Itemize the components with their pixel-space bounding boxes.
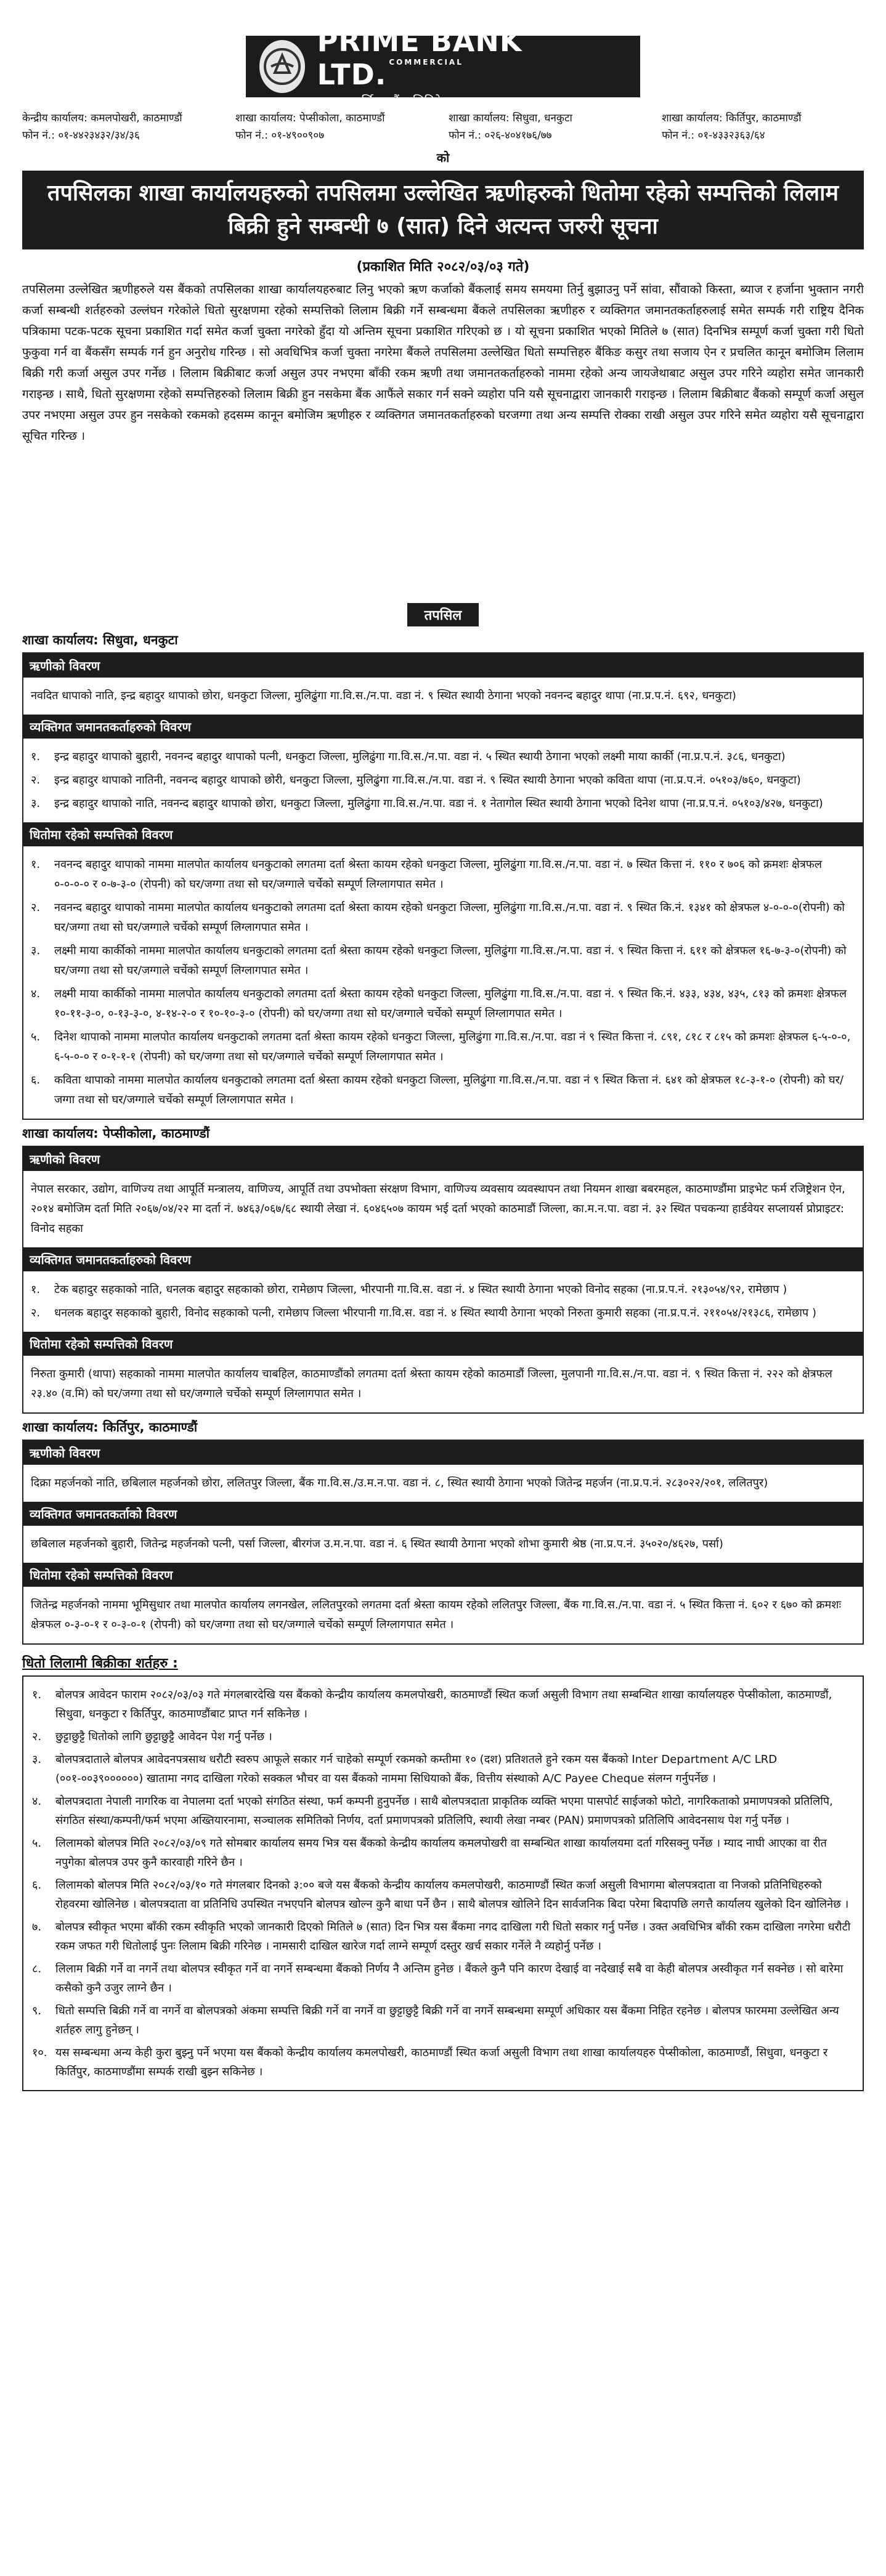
term-number: १०. [32,2046,47,2059]
item-text: लक्ष्मी माया कार्कीको नाममा मालपोत कार्यालय धनकुटाको लगतमा दर्ता श्रेस्ता कायम रहेको धनकुटा जिल्ला, मुलिढुंगा गा.वि.स./न.पा. वडा नं. ९ स्थित कित्ता नं. ६११ को क्षेत्रफल १६-७-३-०(रोपनी) को घर/जग्गा तथा सो घर/जग्गाले चर्चेको सम्पूर्ण लिग्लागपात समेत । [54,944,847,977]
section-body [23,678,863,715]
section-heading: व्यक्तिगत जमानतकर्ताहरुको विवरण [23,715,863,739]
section-body [23,1171,863,1247]
branch-box [22,1146,864,1414]
section-body [23,739,863,822]
office-address: शाखा कार्यालय: सिधुवा, धनकुटा [449,112,572,124]
publication-date: (प्रकाशित मिति २०८२/०३/०३ गते) [356,259,530,275]
office-address: शाखा कार्यालय: पेप्सीकोला, काठमाण्डौं [235,112,385,124]
item-number: २. [31,1306,41,1319]
branch-label: शाखा कार्यालय: पेप्सीकोला, काठमाण्डौं [22,1126,210,1141]
term-text: लिलाम बिक्री गर्ने वा नगर्ने तथा बोलपत्र स्वीकृत गर्ने वा नगर्ने सम्बन्धमा बैंकको निर्णय नै अन्तिम हुनेछ । बैंकले कुनै पनि कारण देखाई वा नदेखाई सबै वा केही बोलपत्र अस्वीकृत गर्न सक्नेछ । सो बारेमा कसैको कुनै उजुर लाग्ने छैन । [55,1962,843,1995]
section-body [23,1465,863,1502]
office-phone: फोन नं.: ०१-४३३२३६३/६४ [662,129,765,142]
item-text: धनलक बहादुर सहकाको बुहारी, विनोद सहकाको पत्नी, रामेछाप जिल्ला भीरपानी गा.वि.स. वडा नं. ४ स्थित स्थायी ठेगाना भएको निरुता कुमारी सहका (ना.प्र.प.नं. २११०५४/२१३८६, रामेछाप ) [54,1306,817,1319]
term-text: बोलपत्रदाताले बोलपत्र आवेदनपत्रसाथ धरौटी स्वरुप आफूले सकार गर्न चाहेको सम्पूर्ण रकमको कम्तीमा १० (दश) प्रतिशतले हुने रकम यस बैंकको Inter Department A/C LRD (००१-००३९००००००) खातामा नगद दाखिला गरेको सक्कल भौचर वा यस बैंकको नाममा सिधियाको बैंक, वित्तीय संस्थाको A/C Payee Cheque संलग्न गर्नुपर्नेछ । [55,1753,778,1785]
item-text: जितेन्द्र महर्जनको नाममा भूमिसुधार तथा मालपोत कार्यालय लगनखेल, ललितपुरको लगतमा दर्ता श्रेस्ता कायम रहेको ललितपुर जिल्ला, बैंक गा.वि.स./न.पा. वडा नं. ५ स्थित कित्ता नं. ६०२ र ६७० को क्रमशः क्षेत्रफल ०-३-०-१ र ०-३-०-१ (रोपनी) को घर/जग्गा तथा सो घर/जग्गाले चर्चेको सम्पूर्ण लिग्लागपात समेत । [31,1598,842,1631]
term-text: लिलामको बोलपत्र मिति २०८२/०३/१० गते मंगलबार दिनको ३:०० बजे यस बैंकको केन्द्रीय कार्यालय कमलपोखरी, काठमाण्डौं स्थित कर्जा असुली विभागमा बोलपत्रदाता वा निजको प्रतिनिधिहरुको रोहवरमा खोलिनेछ । बोलपत्रदाता वा प्रतिनिधि उपस्थित नभएपनि बोलपत्र खोल्न कुनै बाधा पर्ने छैन । साथै बोलपत्र खोलिने दिन सार्वजनिक बिदा परेमा बिदापछि लगत्तै कार्यालय खुलेको दिन खोलिनेछ । [55,1879,849,1911]
bank-name: PRiME BANK LTD. $^{COMMERCIAL}$ [317,24,522,91]
branch-label: शाखा कार्यालय: सिधुवा, धनकुटा [22,633,178,647]
term-item [32,1959,854,1998]
bank-emblem-icon [259,40,305,93]
term-number: ४. [32,1795,42,1808]
item-number: ३. [31,797,41,810]
bank-name-nepali: प्राइम कमर्सियल बैंक लिमिटेड [317,93,448,108]
term-text: यस सम्बन्धमा अन्य केही कुरा बुझ्नु पर्ने भएमा यस बैंकको केन्द्रीय कार्यालय कमलपोखरी, काठमाण्डौं स्थित कर्जा असुली विभाग तथा शाखा कार्यालयहरु पेप्सीकोला, काठमाण्डौं, सिधुवा, धनकुटा र किर्तिपुर, काठमाण्डौंमा सम्पर्क राखी बुझ्न सकिनेछ । [55,2046,828,2078]
item-text: दिनेश थापाको नाममा मालपोत कार्यालय धनकुटाको लगतमा दर्ता श्रेस्ता कायम रहेको धनकुटा जिल्ला, मुलिढुंगा गा.वि.स./न.पा. वडा नं ९ स्थित कित्ता नं. ८९१, ८१८ र ८१५ को क्रमशः क्षेत्रफल ६-५-०-०, ६-५-०-० र ०-१-१-१ (रोपनी) को घर/जग्गा तथा सो घर/जग्गाले चर्चेको सम्पूर्ण लिग्लागपात समेत । [54,1031,851,1063]
item-number: १. [31,750,41,763]
item-number: २. [31,774,41,787]
term-item [32,2001,854,2039]
term-item [32,1834,854,1872]
item-number: ६. [31,1074,41,1087]
term-text: बोलपत्र स्वीकृत भएमा बाँकी रकम स्वीकृति भएको जानकारी दिएको मितिले ७ (सात) दिन भित्र यस बैंकमा नगद दाखिला गरी धितो सकार गर्नु पर्नेछ । उक्त अवधिभित्र बाँकी रकम दाखिला नगरेमा धरौटी रकम जफत गरी धितोलाई पुनः लिलाम बिक्री गरिनेछ । नामसारी दाखिल खारेज गर्दा लाग्ने सम्पूर्ण दस्तुर खर्च सकार गर्नेले नै व्यहोर्नु पर्नेछ । [55,1921,851,1953]
item-text: इन्द्र बहादुर थापाको नातिनी, नवनन्द बहादुर थापाको छोरी, धनकुटा जिल्ला, मुलिढुंगा गा.वि.स./न.पा. वडा नं. ९ स्थित स्थायी ठेगाना भएको कविता थापा (ना.प्र.प.नं. ०५१०३/७६०, धनकुटा) [54,774,801,787]
item-text: लक्ष्मी माया कार्कीको नाममा मालपोत कार्यालय धनकुटाको लगतमा दर्ता श्रेस्ता कायम रहेको धनकुटा जिल्ला, मुलिढुंगा गा.वि.स./न.पा. वडा नं. ९ स्थित कि.नं. ४३३, ४३४, ४३५, ८१३ को क्रमशः क्षेत्रफल १०-११-३-०, ०-१३-३-०, ४-१४-२-० र १०-१०-३-० (रोपनी) को घर/जग्गा तथा सो घर/जग्गाले चर्चेको सम्पूर्ण लिग्लागपात समेत । [54,987,847,1020]
term-number: ३. [32,1753,42,1766]
detail-item [31,1595,855,1635]
item-text: नेपाल सरकार, उद्योग, वाणिज्य तथा आपूर्ति मन्त्रालय, वाणिज्य, आपूर्ति तथा उपभोक्ता संरक्षण विभाग, वाणिज्य व्यवसाय व्यवस्थापन तथा नियमन शाखा बबरमहल, काठमाण्डौंमा प्राइभेट फर्म रजिष्ट्रेशन ऐन, २०१४ बमोजिम दर्ता मिति २०६७/०४/२२ मा दर्ता नं. ७४६३/०६७/६८ स्थायी लेखा नं. ६०४६५०७ कायम भई दर्ता भएको काठमाडौं जिल्ला, का.म.न.पा. वडा नं. ३२ स्थित पचकन्या हार्डवेयर सप्लायर्स प्रोप्राइटर: विनोद सहका [31,1183,845,1235]
item-text: निरुता कुमारी (थापा) सहकाको नाममा मालपोत कार्यालय चाबहिल, काठमाण्डौंको लगतमा दर्ता श्रेस्ता कायम रहेको काठमाडौं जिल्ला, मुलपानी गा.वि.स./न.पा. वडा नं. ९ स्थित कित्ता नं. २२२ को क्षेत्रफल २३.४० (व.मि) को घर/जग्गा तथा सो घर/जग्गाले चर्चेको सम्पूर्ण लिग्लागपात समेत । [31,1367,832,1400]
section-heading: धितोमा रहेको सम्पत्तिको विवरण [23,822,863,846]
notice-intro: तपसिलमा उल्लेखित ऋणीहरुले यस बैंकको तपसिलका शाखा कार्यालयहरुबाट लिनु भएको ऋण कर्जाको बैंकलाई समय समयमा तिर्नु बुझाउनु पर्ने सांवा, सौंवाको किस्ता, ब्याज र हर्जाना भुक्तान नगरी कर्जा सम्बन्धी शर्तहरुको उल्लंघन गरेकोले धितो सुरक्षणमा रहेको सम्पत्तिको लिलाम बिक्री गर्ने सम्बन्धमा बैंकले तपसिलका ऋणीहरु र व्यक्तिगत जमानतकर्ताहरुलाई समेत सम्पर्क गरी राष्ट्रिय दैनिक पत्रिकामा पटक-पटक सूचना प्रकाशित गर्दा समेत कर्जा चुक्ता नगरेको हुँदा यो अन्तिम सूचना प्रकाशित गरिएको छ । यो सूचना प्रकाशित भएको मितिले ७ (सात) दिनभित्र सम्पूर्ण कर्जा चुक्ता गरी धितो फुकुवा गर्न वा बैंकसँग सम्पर्क गर्न हुन अनुरोध गरिन्छ । सो अवधिभित्र कर्जा चुक्ता नगरेमा बैंकले तपसिलमा उल्लेखित धितो सम्पत्तिहरु बैंकिङ कसुर तथा सजाय ऐन र प्रचलित कानून बमोजिम लिलाम बिक्री गरी कर्जा असुल उपर गर्नेछ । लिलाम बिक्रीबाट कर्जा असुल उपर नभएमा बाँकी रकम ऋणी तथा जमानतकर्ताहरुको नाममा रहेको अन्य जायजेथाबाट असुल उपर गरिने व्यहोरा समेत जानकारी गराइन्छ । साथै, धितो सुरक्षणमा रहेको सम्पत्तिहरुको लिलाम बिक्री हुन नसकेमा बैंक आफैंले सकार गर्न सक्ने व्यहोरा पनि यसै सूचनाद्वारा जानकारी गराइन्छ । लिलाम बिक्रीबाट बैंकको सम्पूर्ण कर्जा असुल उपर नभएमा असुल उपर हुन नसकेको रकमको हदसम्म कानून बमोजिम ऋणीहरु र व्यक्तिगत जमानतकर्ताहरुको घरजग्गा तथा अन्य सम्पत्ति रोक्का राखी असुल उपर गरिने समेत व्यहोरा यसै सूचनाद्वारा सूचित गरिन्छ । [22,283,864,443]
item-text: दिक्रा महर्जनको नाति, छबिलाल महर्जनको छोरा, ललितपुर जिल्ला, बैंक गा.वि.स./उ.म.न.पा. वडा नं. ८, स्थित स्थायी ठेगाना भएको जितेन्द्र महर्जन (ना.प्र.प.नं. २८३०२२/२०१, ललितपुर) [31,1476,768,1489]
terms-title: धितो लिलामी बिक्रीका शर्तहरु : [22,1656,178,1671]
term-item [32,1685,854,1723]
section-body [23,1526,863,1563]
detail-item [31,855,855,894]
item-number: ५. [31,1031,41,1043]
term-text: बोलपत्रदाता नेपाली नागरिक वा नेपालमा दर्ता भएको संगठित संस्था, फर्म कम्पनी हुनुपर्नेछ । साथै बोलपत्रदाता प्राकृतिक व्यक्ति भएमा पासपोर्ट साईजको फोटो, नागरिकताको प्रमाणपत्रको प्रतिलिपि, संगठित संस्था/कम्पनी/फर्म भएमा अख्तियारनामा, सञ्चालक समितिको निर्णय, दर्ता प्रमाणपत्रको प्रतिलिपि, स्थायी लेखा नम्बर (PAN) प्रमाणपत्रको प्रतिलिपि आवेदनसाथ पेश गर्नु पर्नेछ । [55,1795,833,1827]
detail-item [31,1473,855,1493]
term-item [32,2043,854,2081]
section-heading: व्यक्तिगत जमानतकर्ताहरुको विवरण [23,1247,863,1271]
detail-item [31,686,855,706]
term-number: ६. [32,1879,42,1892]
section-body [23,1356,863,1412]
detail-item [31,1534,855,1554]
detail-item [31,1364,855,1404]
bank-logo [246,24,640,108]
office-address: शाखा कार्यालय: किर्तिपुर, काठमाण्डौं [662,112,802,124]
detail-item [31,747,855,767]
term-text: छुट्टाछुट्टै धितोको लागि छुट्टाछुट्टै आवेदन पेश गर्नु पर्नेछ । [55,1730,272,1743]
detail-item [31,898,855,938]
detail-item [31,1180,855,1239]
term-text: लिलामको बोलपत्र मिति २०८२/०३/०९ गते सोमबार कार्यालय समय भित्र यस बैंकको केन्द्रीय कार्यालय कमलपोखरी वा सम्बन्धित शाखा कार्यालयमा दर्ता गरिसक्नु पर्नेछ । म्याद नाघी आएका वा रीत नपुगेका बोलपत्र उपर कुनै कारवाही गरिने छैन । [55,1837,827,1869]
term-item [32,1876,854,1914]
office-phone: फोन नं.: ०१-४९००९०७ [235,129,325,142]
item-number: १. [31,1283,41,1296]
detail-item [31,1303,855,1323]
detail-item [31,771,855,790]
item-text: कविता थापाको नाममा मालपोत कार्यालय धनकुटाको लगतमा दर्ता श्रेस्ता कायम रहेको धनकुटा जिल्ला, मुलिढुंगा गा.वि.स./न.पा. वडा नं ९ स्थित कित्ता नं. ६४१ को क्षेत्रफल १८-३-१-० (रोपनी) को घर/जग्गा तथा सो घर/जग्गाले चर्चेको सम्पूर्ण लिग्लागपात समेत । [54,1074,844,1106]
branch-label: शाखा कार्यालय: किर्तिपुर, काठमाण्डौं [22,1420,198,1435]
term-number: ९. [32,2004,42,2017]
term-item [32,1792,854,1830]
office-block [22,110,224,144]
detail-item [31,941,855,981]
item-number: १. [31,858,41,871]
term-item [32,1918,854,1956]
term-number: २. [32,1730,42,1743]
term-text: बोलपत्र आवेदन फाराम २०८२/०३/०३ गते मंगलबारदेखि यस बैंकको केन्द्रीय कार्यालय कमलपोखरी, काठमाण्डौं स्थित कर्जा असुली विभाग तथा सम्बन्धित शाखा कार्यालयहरु पेप्सीकोला, काठमाण्डौं, सिधुवा, धनकुटा र किर्तिपुर, काठमाण्डौंबाट प्राप्त गर्न सकिनेछ । [55,1688,832,1720]
section-heading: ऋणीको विवरण [23,1147,863,1171]
term-number: ७. [32,1921,42,1934]
item-text: नवदित धापाको नाति, इन्द्र बहादुर थापाको छोरा, धनकुटा जिल्ला, मुलिढुंगा गा.वि.स./न.पा. वडा नं. ९ स्थित स्थायी ठेगाना भएको नवनन्द बहादुर थापा (ना.प्र.प.नं. ६९२, धनकुटा) [31,689,736,702]
term-number: ८. [32,1962,42,1975]
item-text: इन्द्र बहादुर थापाको नाति, नवनन्द बहादुर थापाको छोरा, धनकुटा जिल्ला, मुलिढुंगा गा.वि.स./न.पा. वडा नं. १ नेतागोल स्थित स्थायी ठेगाना भएको दिनेश थापा (ना.प्र.प.नं. ०५१०३/४२७, धनकुटा) [54,797,823,810]
office-address: केन्द्रीय कार्यालय: कमलपोखरी, काठमाण्डौं [22,112,182,124]
section-body [23,1587,863,1643]
notice-headline: तपसिलका शाखा कार्यालयहरुको तपसिलमा उल्लेखित ऋणीहरुको धितोमा रहेको सम्पत्तिको लिलाम बिक्री हुने सम्बन्धी ७ (सात) दिने अत्यन्त जरुरी सूचना [22,171,864,249]
term-item [32,1750,854,1788]
term-item [32,1727,854,1746]
branch-box [22,1440,864,1645]
item-number: ३. [31,944,41,957]
terms-list [22,1675,864,2091]
item-text: इन्द्र बहादुर थापाको बुहारी, नवनन्द बहादुर थापाको पत्नी, धनकुटा जिल्ला, मुलिढुंगा गा.वि.स./न.पा. वडा नं. ५ स्थित स्थायी ठेगाना भएको लक्ष्मी माया कार्की (ना.प्र.प.नं. ३८६, धनकुटा) [54,750,786,763]
item-text: टेक बहादुर सहकाको नाति, धनलक बहादुर सहकाको छोरा, रामेछाप जिल्ला, भीरपानी गा.वि.स. वडा नं. ४ स्थित स्थायी ठेगाना भएको विनोद सहका (ना.प्र.प.नं. २१३०५४/९२, रामेछाप ) [54,1283,787,1296]
item-text: नवनन्द बहादुर थापाको नाममा मालपोत कार्यालय धनकुटाको लगतमा दर्ता श्रेस्ता कायम रहेको धनकुटा जिल्ला, मुलिढुंगा गा.वि.स./न.पा. वडा नं. ९ स्थित कि.नं. १३४१ को क्षेत्रफल ४-०-०-०(रोपनी) को घर/जग्गा तथा सो घर/जग्गाले चर्चेको सम्पूर्ण लिग्लागपात समेत । [54,901,845,934]
section-heading: धितोमा रहेको सम्पत्तिको विवरण [23,1563,863,1587]
section-heading: ऋणीको विवरण [23,654,863,678]
section-body [23,846,863,1119]
section-heading: व्यक्तिगत जमानतकर्ताको विवरण [23,1502,863,1526]
office-list [22,110,864,144]
item-number: ४. [31,987,41,1000]
office-block [235,110,437,144]
detail-item [31,1027,855,1067]
section-heading: धितोमा रहेको सम्पत्तिको विवरण [23,1332,863,1356]
branch-list [22,631,864,1645]
term-text: धितो सम्पत्ति बिक्री गर्ने वा नगर्ने वा बोलपत्रको अंकमा सम्पत्ति बिक्री गर्ने वा नगर्ने वा छुट्टाछुट्टै बिक्री गर्ने वा नगर्ने सम्बन्धमा सम्पूर्ण अधिकार यस बैंकमा निहित रहनेछ । बोलपत्र फारममा उल्लेखित अन्य शर्तहरु लागु हुनेछन् । [55,2004,839,2036]
item-text: नवनन्द बहादुर थापाको नाममा मालपोत कार्यालय धनकुटाको लगतमा दर्ता श्रेस्ता कायम रहेको धनकुटा जिल्ला, मुलिढुंगा गा.वि.स./न.पा. वडा नं. ७ स्थित कित्ता नं. ११० र ७०६ को क्रमशः क्षेत्रफल ०-०-०-० र ०-७-३-० (रोपनी) को घर/जग्गा तथा सो घर/जग्गाले चर्चेको सम्पूर्ण लिग्लागपात समेत । [54,858,822,891]
office-block [449,110,651,144]
office-block [662,110,864,144]
term-number: १. [32,1688,42,1701]
office-phone: फोन नं.: ०२६-४०४१७६/७७ [449,129,552,142]
section-heading: ऋणीको विवरण [23,1441,863,1465]
annex-label: तपसिल [407,603,479,626]
office-phone: फोन नं.: ०१-४४२३४३२/३४/३६ [22,129,140,142]
detail-item [31,1280,855,1300]
branch-box [22,652,864,1120]
item-number: २. [31,901,41,914]
detail-item [31,984,855,1024]
detail-item [31,1071,855,1110]
section-body [23,1271,863,1332]
term-number: ५. [32,1837,42,1850]
logo-area [22,0,864,108]
ko-connector: को [436,150,450,165]
detail-item [31,794,855,814]
item-text: छबिलाल महर्जनको बुहारी, जितेन्द्र महर्जनको पत्नी, पर्सा जिल्ला, बीरगंज उ.म.न.पा. वडा नं. ६ स्थित स्थायी ठेगाना भएको शोभा कुमारी श्रेष्ठ (ना.प्र.प.नं. ३५०२०/४६२७, पर्सा) [31,1537,723,1550]
